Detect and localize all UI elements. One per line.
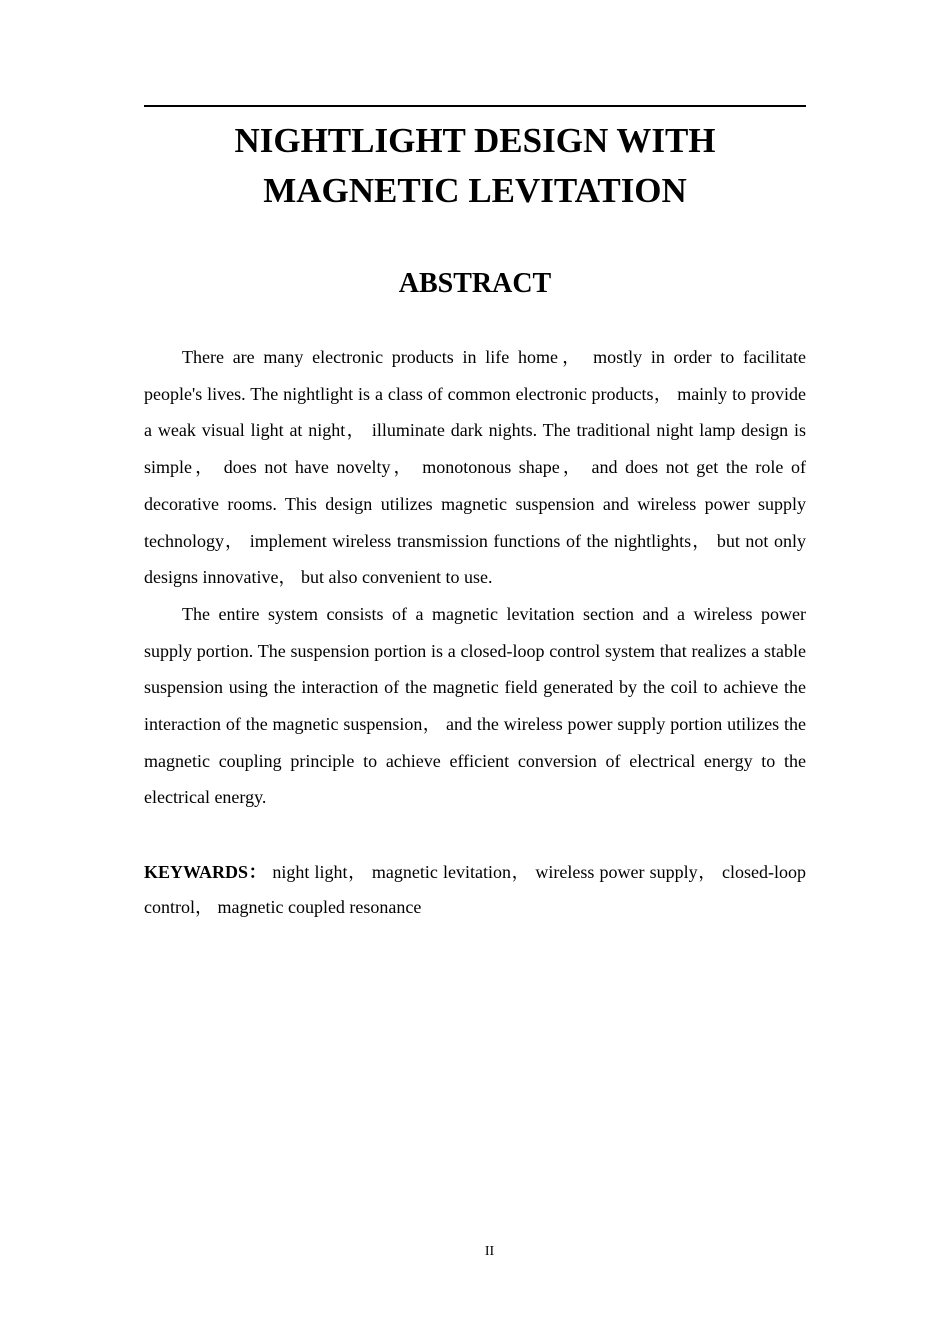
keywords-label: KEYWARDS： [144, 862, 268, 882]
title-line-2: MAGNETIC LEVITATION [263, 171, 687, 210]
document-title [144, 116, 806, 216]
abstract-heading: ABSTRACT [398, 268, 552, 299]
page-number: II [484, 1244, 495, 1259]
header-rule [144, 105, 806, 107]
abstract-paragraph-2: The entire system consists of a magnetic levitation section and a wireless power supply portion. The suspension portion is a closed-loop control system that realizes a stable suspension using the interaction of the magnetic field generated by the coil to achieve the interaction of the magnetic suspension， and the wireless power supply portion utilizes the magnetic coupling principle to achieve efficient conversion of electrical energy to the electrical energy. [144, 603, 806, 808]
keywords-line [144, 855, 806, 925]
title-line-1: NIGHTLIGHT DESIGN WITH [234, 121, 716, 160]
abstract-body [144, 339, 806, 816]
abstract-paragraph-1: There are many electronic products in life home， mostly in order to facilitate people's lives. The nightlight is a class of common electronic products， mainly to provide a weak visual light at night， illuminate dark nights. The traditional night lamp design is simple， does not have novelty， monotonous shape， and does not get the role of decorative rooms. This design utilizes magnetic suspension and wireless power supply technology， implement wireless transmission functions of the nightlights， but not only designs innovative， but also convenient to use. [144, 347, 806, 588]
keywords-text: night light， magnetic levitation， wireless power supply， closed-loop control， magnetic coupled resonance [144, 862, 806, 917]
